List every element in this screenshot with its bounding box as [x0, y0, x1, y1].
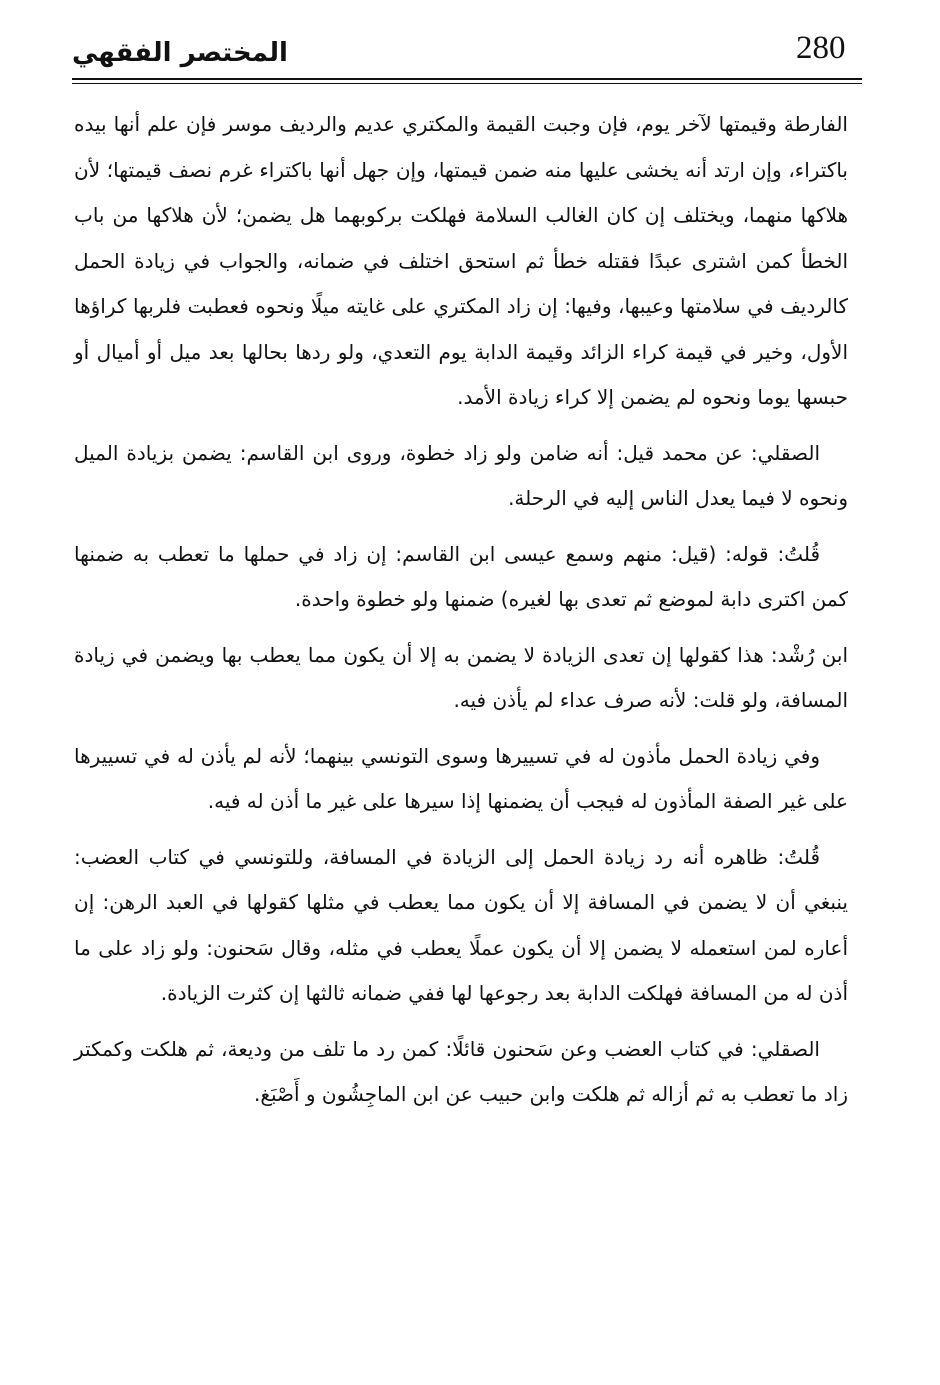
body-text — [74, 102, 848, 1128]
running-title: المختصر الفقهي — [72, 38, 288, 68]
paragraph: قُلتُ: ظاهره أنه رد زيادة الحمل إلى الزيادة في المسافة، وللتونسي في كتاب العضب: ينبغي أن لا يضمن في المسافة إلا أن يكون مما يعطب في مثلها كقولها في العبد الرهن: إن أعاره لمن استعمله لا يضمن إلا أن يكون عملًا يعطب في مثله، وقال سَحنون: ولو زاد على ما أذن له من المسافة فهلكت الدابة بعد رجوعها لها ففي ضمانه ثالثها إن كثرت الزيادة. — [74, 844, 848, 1005]
paragraph: الصقلي: عن محمد قيل: أنه ضامن ولو زاد خطوة، وروى ابن القاسم: يضمن بزيادة الميل ونحوه لا فيما يعدل الناس إليه في الرحلة. — [74, 440, 848, 510]
paragraph: وفي زيادة الحمل مأذون له في تسييرها وسوى التونسي بينهما؛ لأنه لم يأذن له في تسييرها على غير الصفة المأذون له فيجب أن يضمنها إذا سيرها على غير ما أذن له فيه. — [74, 743, 848, 813]
page-number: 280 — [796, 30, 846, 66]
paragraph: الصقلي: في كتاب العضب وعن سَحنون قائلًا: كمن رد ما تلف من وديعة، ثم هلكت وكمكتر زاد ما تعطب به ثم أزاله ثم هلكت وابن حبيب عن ابن الماجِشُون و أَصْبَغ. — [74, 1036, 848, 1106]
page-header — [72, 28, 862, 78]
paragraph: الفارطة وقيمتها لآخر يوم، فإن وجبت القيمة والمكتري عديم والرديف موسر فإن علم أنها بيده باكتراء، وإن ارتد أنه يخشى عليها منه ضمن قيمتها، وإن جهل أنها باكتراء غرم نصف قيمتها؛ لأن هلاكها منهما، ويختلف إن كان الغالب السلامة فهلكت بركوبهما هل يضمن؛ لأن هلاكها من باب الخطأ كمن اشترى عبدًا فقتله خطأ ثم استحق اختلف في ضمانه، والجواب في زيادة الحمل كالرديف في سلامتها وعيبها، وفيها: إن زاد المكتري على غايته ميلًا ونحوه فعطبت فلربها كراؤها الأول، وخير في قيمة كراء الزائد وقيمة الدابة يوم التعدي، ولو ردها بحالها بعد ميل أو أميال أو حبسها يوما ونحوه لم يضمن إلا كراء زيادة الأمد. — [74, 112, 848, 409]
paragraph: قُلتُ: قوله: (قيل: منهم وسمع عيسى ابن القاسم: إن زاد في حملها ما تعطب به ضمنها كمن اكترى دابة لموضع ثم تعدى بها لغيره) ضمنها ولو خطوة واحدة. — [74, 541, 848, 611]
header-rule — [72, 78, 862, 84]
paragraph: ابن رُشْد: هذا كقولها إن تعدى الزيادة لا يضمن به إلا أن يكون مما يعطب بها ويضمن في زيادة المسافة، ولو قلت: لأنه صرف عداء لم يأذن فيه. — [74, 642, 848, 712]
